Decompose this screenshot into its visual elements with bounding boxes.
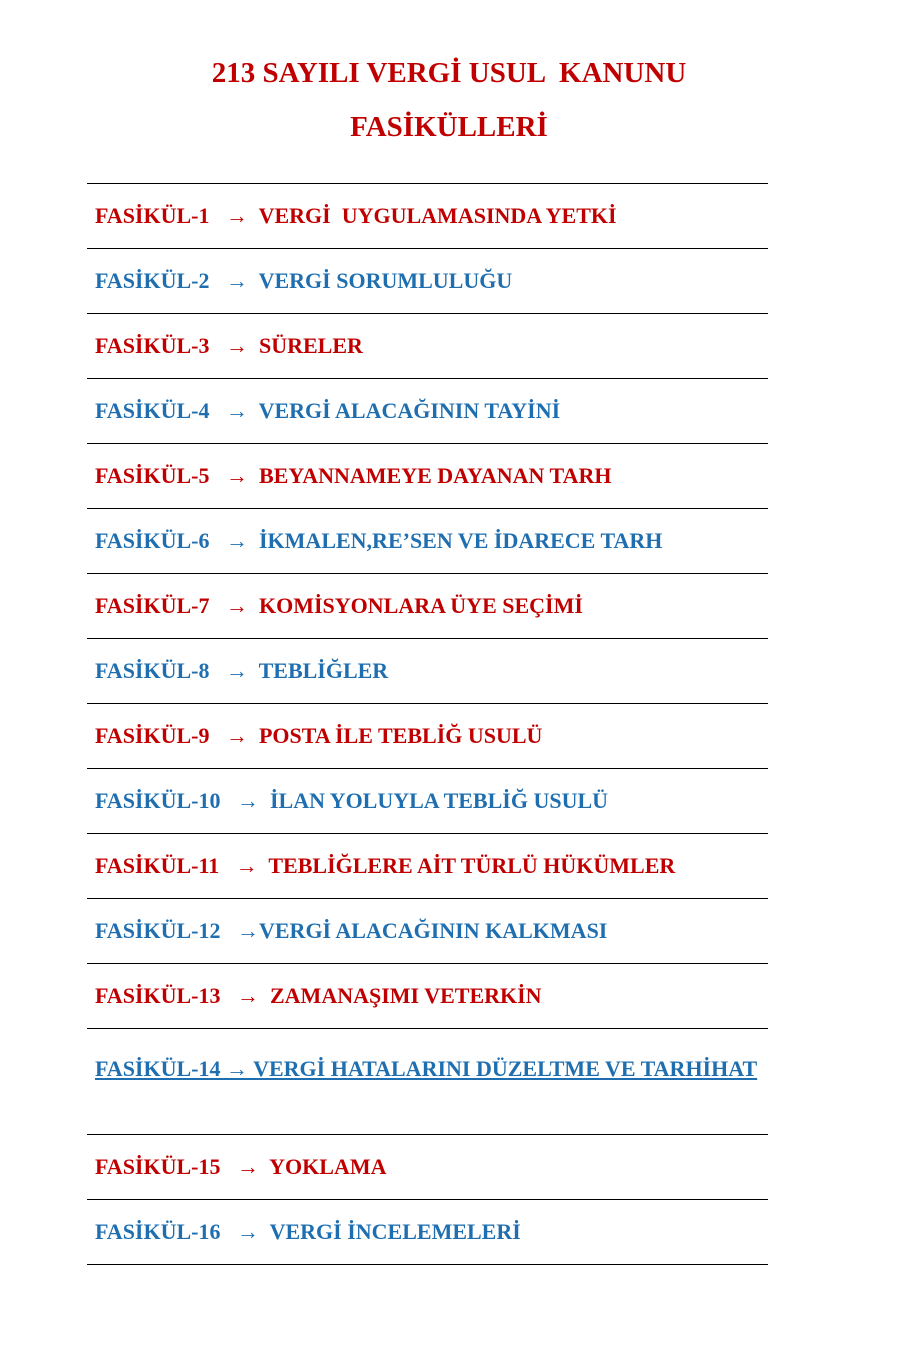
fascicle-row-7 (87, 574, 768, 639)
fascicle-row-8 (87, 639, 768, 704)
fascicle-row-10 (87, 769, 768, 834)
fascicle-row-15 (87, 1135, 768, 1200)
page-title: 213 SAYILI VERGİ USUL KANUNU (211, 57, 687, 89)
fascicle-label: FASİKÜL-8 → TEBLİĞLER (95, 658, 389, 683)
fascicle-row-16 (87, 1200, 768, 1265)
fascicle-row-2 (87, 249, 768, 314)
fascicle-label: FASİKÜL-1 → VERGİ UYGULAMASINDA YETKİ (95, 203, 617, 228)
fascicle-row-1 (87, 184, 768, 249)
fascicle-label: FASİKÜL-4 → VERGİ ALACAĞININ TAYİNİ (95, 398, 561, 423)
fascicle-label: FASİKÜL-11 → TEBLİĞLERE AİT TÜRLÜ HÜKÜMLER (95, 853, 676, 878)
fascicle-label: FASİKÜL-6 → İKMALEN,RE’SEN VE İDARECE TARH (95, 528, 663, 553)
fascicle-label: FASİKÜL-3 → SÜRELER (95, 333, 363, 358)
fascicle-label: FASİKÜL-13 → ZAMANAŞIMI VETERKİN (95, 983, 542, 1008)
fascicle-row-14[interactable] (87, 1029, 768, 1135)
fascicle-row-3 (87, 314, 768, 379)
fascicle-row-6 (87, 509, 768, 574)
fascicle-label: FASİKÜL-7 → KOMİSYONLARA ÜYE SEÇİMİ (95, 593, 583, 618)
fascicle-label: FASİKÜL-9 → POSTA İLE TEBLİĞ USULÜ (95, 723, 543, 748)
fascicle-row-5 (87, 444, 768, 509)
fascicle-row-4 (87, 379, 768, 444)
fascicle-label: FASİKÜL-16 → VERGİ İNCELEMELERİ (95, 1219, 521, 1244)
fascicle-label: FASİKÜL-10 → İLAN YOLUYLA TEBLİĞ USULÜ (95, 788, 609, 813)
fascicle-label: FASİKÜL-12 →VERGİ ALACAĞININ KALKMASI (95, 918, 608, 943)
fascicle-label: FASİKÜL-5 → BEYANNAMEYE DAYANAN TARH (95, 463, 612, 488)
fascicle-label: FASİKÜL-2 → VERGİ SORUMLULUĞU (95, 268, 513, 293)
fascicle-list (87, 183, 768, 1265)
fascicle-link-14[interactable]: FASİKÜL-14 → VERGİ HATALARINI DÜZELTME VE TARHİHAT (95, 1056, 758, 1081)
fascicle-row-13 (87, 964, 768, 1029)
fascicle-row-11 (87, 834, 768, 899)
fascicle-row-12 (87, 899, 768, 964)
fascicle-row-9 (87, 704, 768, 769)
fascicle-label: FASİKÜL-15 → YOKLAMA (95, 1154, 387, 1179)
page-subtitle: FASİKÜLLERİ (350, 111, 548, 143)
